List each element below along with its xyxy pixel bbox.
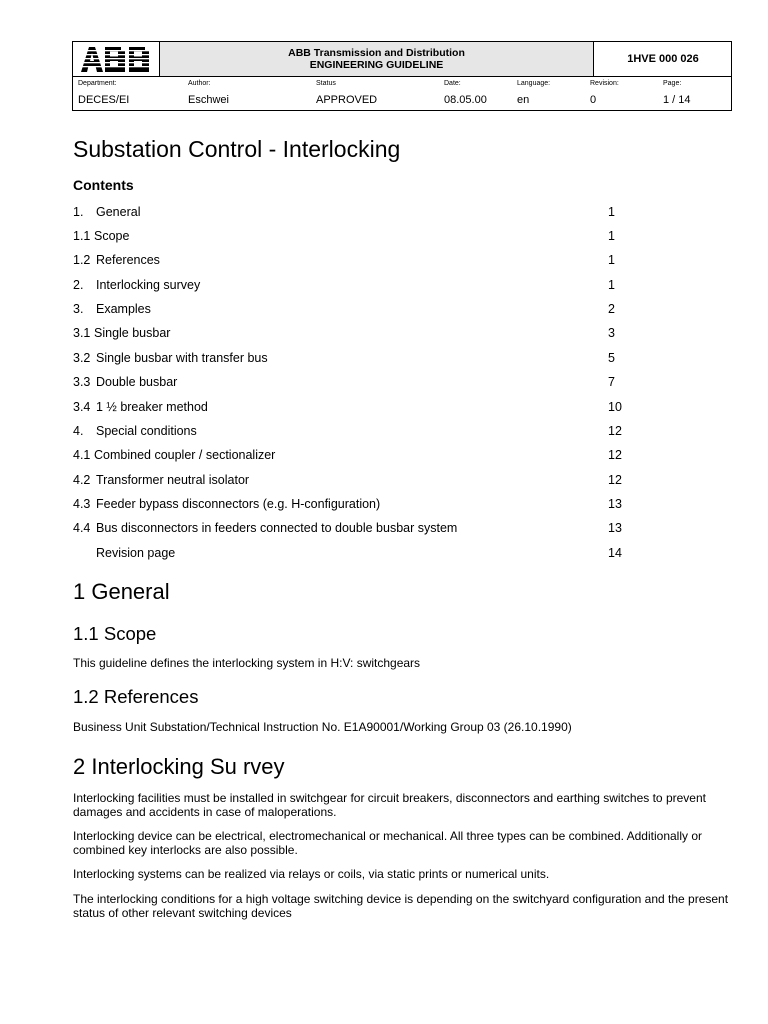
field-value: Eschwei	[188, 94, 229, 106]
toc-number: 2.	[73, 278, 84, 292]
toc-text: Single busbar	[94, 326, 171, 340]
logo-cell	[73, 42, 160, 76]
toc-text: Double busbar	[96, 375, 178, 389]
toc-page: 14	[608, 546, 622, 560]
toc-page: 5	[608, 351, 615, 365]
field-label: Department:	[78, 80, 117, 87]
toc-entry[interactable]	[73, 473, 633, 489]
toc-page: 1	[608, 253, 615, 267]
toc-text: Revision page	[96, 546, 176, 560]
field-value: 08.05.00	[444, 94, 487, 106]
toc-entry[interactable]	[73, 205, 633, 221]
toc-page: 2	[608, 302, 615, 316]
contents-heading: Contents	[73, 177, 134, 193]
field-value: DECES/EI	[78, 94, 130, 106]
survey-paragraph: Interlocking device can be electrical, electromechanical or mechanical. All three types can be combined. Additionally or combined key interlocks are also possible.	[73, 829, 703, 857]
toc-number: 1.2	[73, 253, 91, 267]
field-value: 1 / 14	[663, 94, 691, 106]
toc-entry[interactable]	[73, 229, 633, 245]
toc-text: Combined coupler / sectionalizer	[94, 448, 276, 462]
toc-number: 3.	[73, 302, 84, 316]
toc-text: Bus disconnectors in feeders connected to double busbar system	[96, 521, 458, 535]
toc-page: 12	[608, 448, 622, 462]
toc-entry[interactable]	[73, 448, 633, 464]
toc-entry[interactable]	[73, 302, 633, 318]
toc-number: 4.3	[73, 497, 91, 511]
toc-entry[interactable]	[73, 546, 633, 562]
toc-page: 3	[608, 326, 615, 340]
toc-page: 1	[608, 205, 615, 219]
header-fields-row	[73, 77, 731, 111]
toc-text: Special conditions	[96, 424, 197, 438]
toc-text: Interlocking survey	[96, 278, 201, 292]
toc-page: 12	[608, 473, 622, 487]
toc-number: 1.1	[73, 229, 91, 243]
toc-page: 1	[608, 278, 615, 292]
field-label: Page:	[663, 80, 682, 87]
field-value: APPROVED	[316, 94, 378, 106]
toc-page: 1	[608, 229, 615, 243]
toc-page: 10	[608, 400, 622, 414]
toc-text: Feeder bypass disconnectors (e.g. H-configuration)	[96, 497, 381, 511]
toc-entry[interactable]	[73, 400, 633, 416]
document-type: ENGINEERING GUIDELINE	[309, 59, 444, 71]
toc-number: 3.1	[73, 326, 91, 340]
toc-entry[interactable]	[73, 278, 633, 294]
toc-page: 13	[608, 521, 622, 535]
toc-number: 3.2	[73, 351, 91, 365]
survey-paragraph: The interlocking conditions for a high voltage switching device is depending on the switchyard configuration and the present status of other relevant switching devices	[73, 892, 729, 920]
header-title-cell	[160, 42, 594, 76]
toc-number: 3.3	[73, 375, 91, 389]
field-label: Language:	[517, 80, 551, 87]
survey-paragraph: Interlocking systems can be realized via relays or coils, via static prints or numerical units.	[73, 867, 550, 881]
toc-text: 1 ½ breaker method	[96, 400, 208, 414]
toc-number: 4.4	[73, 521, 91, 535]
toc-text: Transformer neutral isolator	[96, 473, 250, 487]
toc-entry[interactable]	[73, 521, 633, 537]
references-paragraph: Business Unit Substation/Technical Instruction No. E1A90001/Working Group 03 (26.10.1990)	[73, 720, 572, 734]
field-value: 0	[590, 94, 597, 106]
toc-text: Examples	[96, 302, 151, 316]
header-top-row	[73, 42, 731, 77]
section-heading-references: 1.2 References	[73, 686, 199, 707]
document-title: Substation Control - Interlocking	[73, 136, 401, 162]
toc-entry[interactable]	[73, 351, 633, 367]
field-value: en	[517, 94, 530, 106]
field-label: Date:	[444, 80, 461, 87]
section-heading-scope: 1.1 Scope	[73, 623, 157, 644]
toc-text: General	[96, 205, 141, 219]
scope-paragraph: This guideline defines the interlocking system in H:V: switchgears	[73, 656, 421, 670]
company-name: ABB Transmission and Distribution	[288, 47, 465, 59]
toc-entry[interactable]	[73, 253, 633, 269]
field-label: Status	[316, 80, 336, 87]
toc-text: References	[96, 253, 160, 267]
survey-paragraph: Interlocking facilities must be installed in switchgear for circuit breakers, disconnectors and earthing switches to prevent damages and accidents in case of maloperations.	[73, 791, 706, 819]
toc-entry[interactable]	[73, 375, 633, 391]
toc-page: 7	[608, 375, 615, 389]
section-heading-general: 1 General	[73, 579, 170, 604]
toc-number: 4.	[73, 424, 84, 438]
document-header-table	[72, 41, 732, 111]
field-label: Author:	[188, 80, 211, 87]
abb-logo	[81, 47, 151, 72]
toc-number: 1.	[73, 205, 84, 219]
toc-number: 3.4	[73, 400, 91, 414]
toc-number: 4.2	[73, 473, 91, 487]
field-label: Revision:	[590, 80, 619, 87]
toc-number: 4.1	[73, 448, 91, 462]
toc-page: 13	[608, 497, 622, 511]
toc-entry[interactable]	[73, 326, 633, 342]
toc-text: Scope	[94, 229, 130, 243]
toc-entry[interactable]	[73, 497, 633, 513]
toc-text: Single busbar with transfer bus	[96, 351, 268, 365]
toc-entry[interactable]	[73, 424, 633, 440]
document-number: 1HVE 000 026	[627, 53, 699, 65]
toc-page: 12	[608, 424, 622, 438]
section-heading-survey: 2 Interlocking Su rvey	[73, 754, 285, 779]
